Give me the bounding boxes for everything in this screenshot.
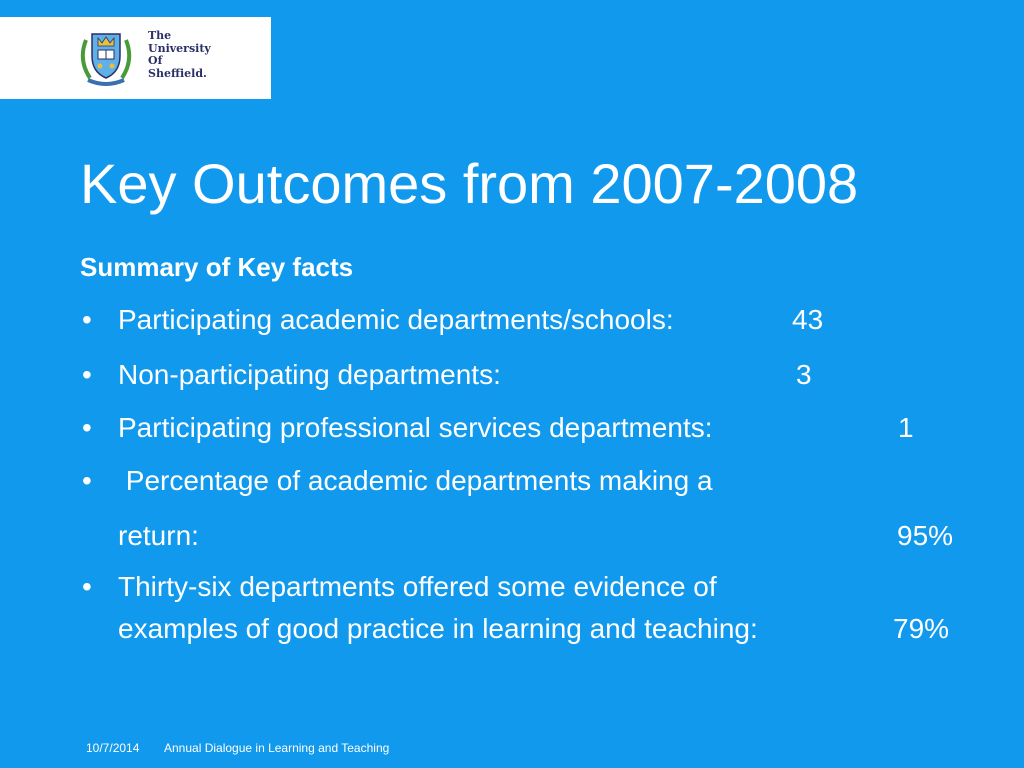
university-name-line: Sheffield.: [148, 66, 207, 80]
bullet-value: 95%: [897, 520, 954, 551]
bullet-text: Participating professional services departments:: [118, 412, 713, 443]
university-name-line: Of: [148, 54, 163, 67]
footer-caption: Annual Dialogue in Learning and Teaching: [164, 741, 390, 755]
bullet-value: 43: [792, 304, 824, 335]
bullet-marker: •: [82, 571, 92, 602]
bullet-text-continued: return:: [118, 520, 199, 551]
bullet-value: 79%: [893, 613, 950, 644]
university-crest-icon: [76, 26, 136, 90]
bullet-value: 1: [898, 412, 914, 443]
bullet-marker: •: [82, 412, 92, 443]
slide-title: Key Outcomes from 2007-2008: [80, 152, 859, 215]
university-logo: [0, 17, 271, 99]
bullet-text: Non-participating departments:: [118, 359, 501, 390]
slide-subtitle: Summary of Key facts: [80, 252, 354, 282]
university-name-line: The: [148, 29, 172, 42]
university-name: [148, 30, 211, 80]
bullet-text: Thirty-six departments offered some evidence of: [118, 571, 717, 602]
bullet-text-continued: examples of good practice in learning and teaching:: [118, 613, 758, 644]
footer-date: 10/7/2014: [86, 741, 140, 755]
bullet-marker: •: [82, 465, 92, 496]
bullet-text: Percentage of academic departments making a: [118, 465, 713, 496]
university-name-line: University: [148, 41, 211, 55]
bullet-marker: •: [82, 304, 92, 335]
bullet-marker: •: [82, 359, 92, 390]
bullet-text: Participating academic departments/schools:: [118, 304, 674, 335]
bullet-value: 3: [796, 359, 812, 390]
